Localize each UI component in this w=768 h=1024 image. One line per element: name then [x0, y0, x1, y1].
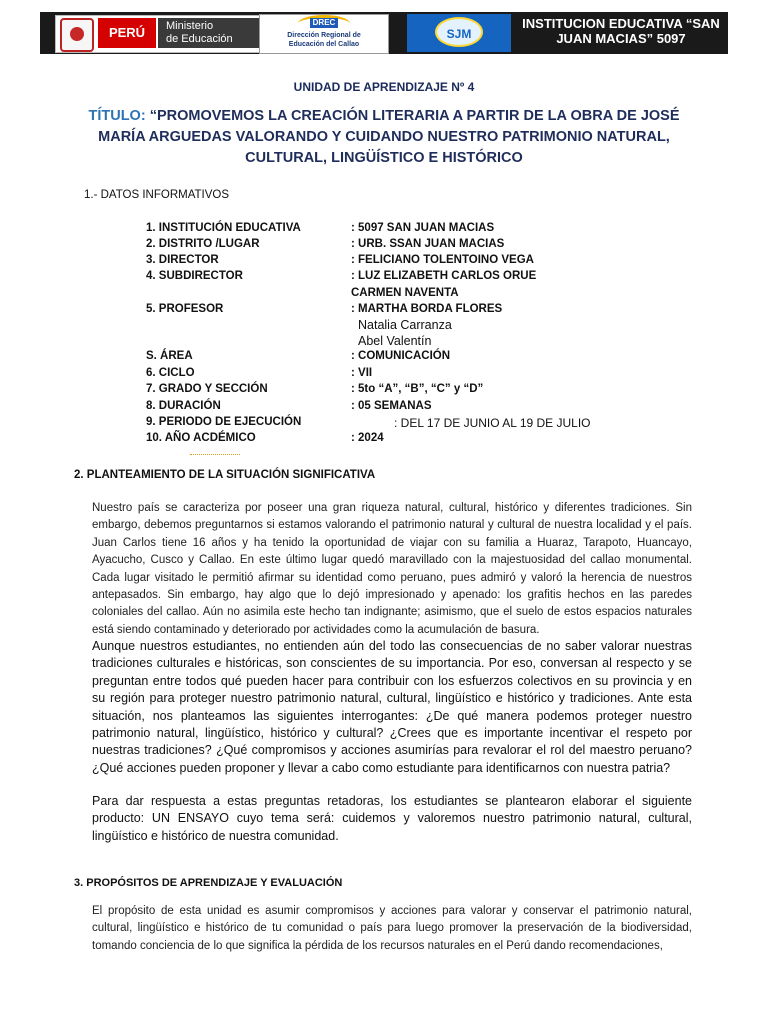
paragraph-estudiantes: Aunque nuestros estudiantes, no entienden aún del todo las consecuencias de no saber valorar nuestras tradiciones culturales e históricas, son conscientes de su importancia. Por eso, conversan al respecto y se preguntan entre todos qué pueden hacer para contribuir con los esfuerzos colectivos en su provincia y en su región para proteger nuestro patrimonio natural, cultural, lingüístico e histórico y tradiciones. Ante esta situación, nos planteamos las siguientes interrogantes: ¿De qué manera podemos proteger nuestro patrimonio natural, lingüístico, histórico y cultural? ¿Crees que es importante incentivar el respeto por nuestras tradiciones? ¿Qué compromisos y acciones asumirías para revalorar el rol del maestro peruano? ¿Qué acciones pueden proponer y llevar a cabo como estudiante para identificarnos con nuestra patria? — [92, 639, 692, 775]
drec-badge: DREC — [310, 18, 338, 28]
datos-value: : 5to “A”, “B”, “C” y “D” — [351, 383, 484, 395]
datos-label: 3. DIRECTOR — [146, 254, 219, 266]
institution-line2: JUAN MACIAS” 5097 — [556, 31, 686, 46]
unit-title — [80, 106, 688, 169]
ministerio-line1: Ministerio — [166, 20, 214, 32]
datos-value: : 05 SEMANAS — [351, 400, 432, 412]
datos-label: 7. GRADO Y SECCIÓN — [146, 383, 268, 395]
datos-value: : LUZ ELIZABETH CARLOS ORUE — [351, 270, 537, 282]
datos-label: 8. DURACIÓN — [146, 400, 221, 412]
datos-label: 4. SUBDIRECTOR — [146, 270, 243, 282]
datos-label: 5. PROFESOR — [146, 303, 224, 315]
datos-label: S. ÁREA — [146, 350, 193, 362]
paragraph-situacion: Nuestro país se caracteriza por poseer una gran riqueza natural, cultural, histórico y diferentes tradiciones. Sin embargo, debemos preguntarnos si estamos valorando el patrimonio natural y cultural de nuestra localidad y el país. Juan Carlos tiene 16 años y ha tenido la oportunidad de viajar con su familia a Huaraz, Tarapoto, Huancayo, Ayacucho, Cusco y Callao. En este último lugar quedó maravillado con la majestuosidad del callao monumental. Cada lugar visitado le permitió afirmar su identidad como peruano, pues admiró y valoró la herencia de nuestros antepasados. Sin embargo, hay algo que lo dejó impresionado y apenado: los grafitis hechos en las paredes coloniales del callao. Aún no asimila este hecho tan indignante; asimismo, que el suelo de estos espacios naturales está siendo contaminado y deteriorado por actividades como la acumulación de basura. — [92, 502, 692, 636]
institution-name — [518, 16, 724, 46]
drec-line2: Educación del Callao — [288, 41, 360, 48]
datos-label: 2. DISTRITO /LUGAR — [146, 238, 260, 250]
datos-value: : VII — [351, 367, 373, 379]
drec-text — [264, 31, 384, 49]
drec-line1: Dirección Regional de — [287, 32, 361, 39]
minedu-logo — [55, 15, 293, 53]
datos-value: : MARTHA BORDA FLORES — [351, 303, 503, 315]
datos-value: : DEL 17 DE JUNIO AL 19 DE JULIO — [394, 416, 591, 430]
title-label: TÍTULO: — [88, 108, 146, 124]
datos-label: 6. CICLO — [146, 367, 195, 379]
datos-value: : 5097 SAN JUAN MACIAS — [351, 222, 495, 234]
coat-of-arms-icon — [60, 18, 94, 52]
paragraph-proposito: El propósito de esta unidad es asumir compromisos y acciones para valorar y conservar el patrimonio natural, cultural, lingüístico e histórico de tu comunidad o país para luego promover la preservación de la biodiversidad, tomando conciencia de lo que significa la pérdida de los recursos naturales en el Perú dando recomendaciones, — [92, 905, 692, 952]
title-text: “PROMOVEMOS LA CREACIÓN LITERARIA A PARTIR DE LA OBRA DE JOSÉ MARÍA ARGUEDAS VALORANDO Y CUIDANDO NUESTRO PATRIMONIO NATURAL, CULTURAL, LINGÜÍSTICO E HISTÓRICO — [98, 108, 680, 166]
datos-value: Natalia Carranza — [358, 318, 452, 332]
peru-label: PERÚ — [98, 18, 156, 48]
institution-line1: INSTITUCION EDUCATIVA “SAN — [522, 16, 720, 31]
section-2-heading: 2. PLANTEAMIENTO DE LA SITUACIÓN SIGNIFICATIVA — [74, 469, 376, 481]
ministerio-line2: de Educación — [166, 33, 233, 45]
datos-value: : COMUNICACIÓN — [351, 350, 451, 362]
datos-value: : FELICIANO TOLENTOINO VEGA — [351, 254, 534, 266]
datos-label: 1. INSTITUCIÓN EDUCATIVA — [146, 222, 301, 234]
header-banner — [40, 12, 728, 54]
drec-logo — [259, 14, 389, 54]
datos-value: CARMEN NAVENTA — [351, 287, 459, 299]
school-logo-emblem: SJM — [435, 17, 483, 47]
datos-value: Abel Valentín — [358, 334, 432, 348]
school-logo — [407, 14, 511, 52]
unit-heading: UNIDAD DE APRENDIZAJE Nº 4 — [293, 80, 475, 94]
datos-label: 9. PERIODO DE EJECUCIÓN — [146, 416, 302, 428]
paragraph-producto: Para dar respuesta a estas preguntas retadoras, los estudiantes se plantearon elaborar el siguiente producto: UN ENSAYO cuyo tema será: cuidemos y valoremos nuestro patrimonio natural, cultural, lingüístico e histórico de nuestra comunidad. — [92, 794, 692, 843]
section-1-heading: 1.- DATOS INFORMATIVOS — [84, 189, 230, 201]
datos-value: : 2024 — [351, 432, 384, 444]
datos-value: : URB. SSAN JUAN MACIAS — [351, 238, 505, 250]
section-3-heading: 3. PROPÓSITOS DE APRENDIZAJE Y EVALUACIÓN — [74, 877, 343, 889]
dotted-underline — [190, 454, 240, 455]
datos-label: 10. AÑO ACDÉMICO — [146, 432, 256, 444]
